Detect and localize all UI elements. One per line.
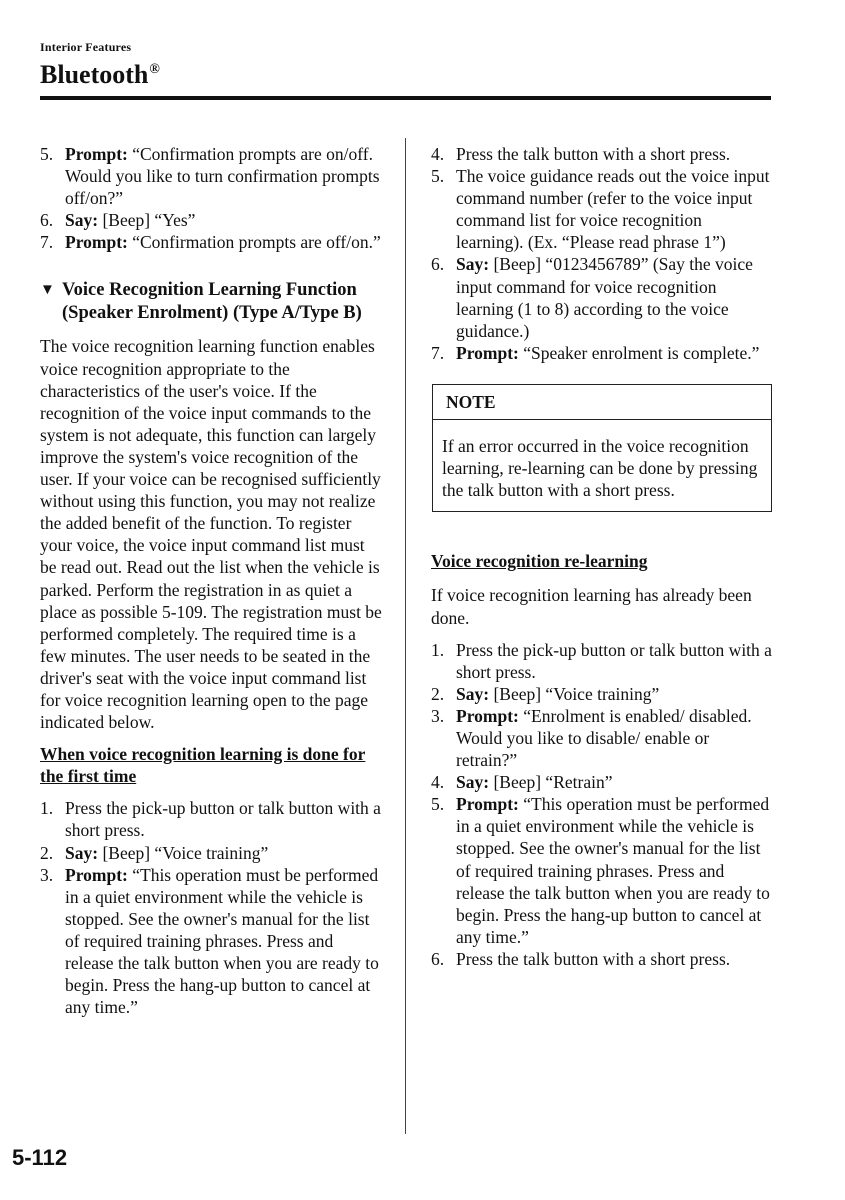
note-box [432, 384, 772, 512]
list-item [431, 253, 773, 341]
step-keyword: Prompt: [65, 232, 128, 253]
step-keyword: Say: [456, 254, 490, 275]
page-title-text: Bluetooth [40, 60, 149, 89]
step-text: “Confirmation prompts are off/on.” [127, 232, 381, 253]
note-title: NOTE [433, 385, 771, 420]
step-number: 5. [431, 166, 445, 187]
list-item [431, 771, 773, 793]
left-column [40, 143, 385, 1018]
page-title [40, 54, 160, 91]
step-number: 4. [431, 772, 445, 793]
list-item [431, 143, 773, 165]
step-number: 3. [40, 864, 54, 885]
page-number: 5-112 [12, 1145, 68, 1170]
list-item [40, 143, 385, 209]
subheading: When voice recognition learning is done for the first time [40, 744, 366, 787]
subheading: Voice recognition re-learning [431, 551, 648, 572]
step-text: “This operation must be performed in a quiet environment while the vehicle is stopped. See the owner's manual for the list of required training phrases. Press and release the talk button when you are ready to begin. Press the hang-up button to cancel at any time.” [65, 864, 379, 1018]
list-item [431, 705, 773, 771]
step-keyword: Say: [65, 842, 99, 863]
step-list [431, 639, 773, 970]
section-heading-text: Voice Recognition Learning Function (Speaker Enrolment) (Type A/Type B) [62, 280, 362, 323]
step-number: 7. [431, 342, 445, 363]
step-number: 6. [40, 210, 54, 231]
list-item [431, 948, 773, 970]
step-keyword: Prompt: [456, 794, 519, 815]
step-number: 5. [40, 144, 54, 164]
step-number: 6. [431, 254, 445, 275]
step-text: Press the talk button with a short press. [456, 948, 731, 969]
step-keyword: Prompt: [65, 864, 128, 885]
step-text: “Enrolment is enabled/ disabled. Would you like to disable/ enable or retrain?” [456, 705, 752, 771]
right-column [431, 143, 773, 970]
step-keyword: Prompt: [456, 342, 519, 363]
step-keyword: Say: [65, 210, 99, 231]
list-item [40, 231, 385, 253]
body-paragraph: If voice recognition learning has already been done. [431, 585, 752, 628]
step-list [40, 143, 385, 253]
list-item [431, 639, 773, 683]
step-keyword: Prompt: [456, 705, 519, 726]
section-label: Interior Features [40, 40, 132, 54]
list-item [40, 797, 385, 841]
step-list [40, 797, 385, 1018]
list-item [431, 165, 773, 253]
section-heading [40, 279, 385, 324]
step-keyword: Prompt: [65, 144, 128, 164]
step-text: “Confirmation prompts are on/off. Would you like to turn confirmation prompts off/on?” [65, 144, 380, 209]
step-text: “This operation must be performed in a quiet environment while the vehicle is stopped. See the owner's manual for the list of required training phrases. Press and release the talk button when you are ready to begin. Press the hang-up button to cancel at any time.” [456, 794, 770, 947]
step-number: 7. [40, 232, 54, 253]
step-text: Press the pick-up button or talk button with a short press. [456, 639, 772, 682]
registered-mark: ® [149, 62, 160, 77]
note-body: If an error occurred in the voice recognition learning, re-learning can be done by pressing the talk button with a short press. [442, 436, 758, 501]
step-number: 1. [431, 639, 445, 660]
column-divider [405, 138, 406, 1134]
step-list [431, 143, 773, 364]
step-keyword: Say: [456, 683, 490, 704]
step-text: Press the talk button with a short press. [456, 144, 731, 164]
step-text: [Beep] “0123456789” (Say the voice input command for voice recognition learning (1 to 8) according to the voice guidance.) [456, 254, 753, 341]
step-number: 5. [431, 794, 445, 815]
step-text: “Speaker enrolment is complete.” [518, 342, 760, 363]
list-item [40, 842, 385, 864]
step-keyword: Say: [456, 772, 490, 793]
step-text: [Beep] “Yes” [98, 210, 196, 231]
list-item [431, 342, 773, 364]
step-text: The voice guidance reads out the voice input command number (refer to the voice input command list for voice recognition learning). (Ex. “Please read phrase 1”) [456, 166, 770, 253]
step-text: [Beep] “Retrain” [489, 772, 613, 793]
list-item [431, 793, 773, 948]
step-number: 2. [431, 683, 445, 704]
step-number: 1. [40, 798, 54, 819]
list-item [40, 209, 385, 231]
list-item [431, 683, 773, 705]
list-item [40, 864, 385, 1019]
down-triangle-icon: ▼ [40, 282, 55, 299]
step-text: [Beep] “Voice training” [98, 842, 269, 863]
step-number: 2. [40, 842, 54, 863]
body-paragraph: The voice recognition learning function enables voice recognition appropriate to the characteristics of the user's voice. If the recognition of the voice input commands to the system is not adequate, this function can largely improve the system's voice recognition of the user. If your voice can be recognised sufficiently without using this function, you may not realize the added benefit of the function. To register your voice, the voice input command list must be read out. Read out the list when the vehicle is parked. Perform the registration in as quiet a place as possible 5-109. The registration must be performed completely. The required time is a few minutes. The user needs to be seated in the driver's seat with the voice input command list for voice recognition learning open to the page indicated below. [40, 336, 382, 733]
step-number: 4. [431, 144, 445, 164]
step-text: Press the pick-up button or talk button with a short press. [65, 798, 381, 841]
header-rule [40, 96, 771, 100]
step-text: [Beep] “Voice training” [489, 683, 660, 704]
step-number: 3. [431, 705, 445, 726]
step-number: 6. [431, 948, 445, 969]
